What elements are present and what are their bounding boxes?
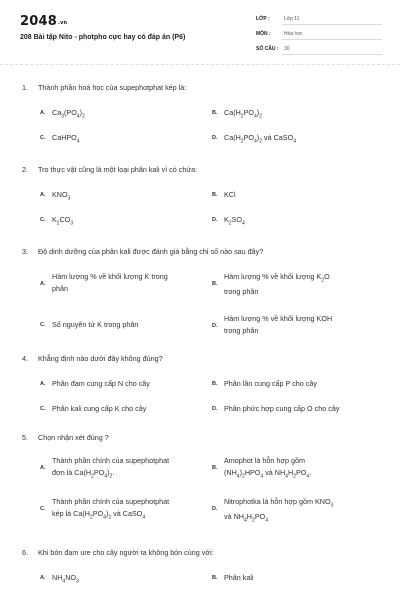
option-text: $Ca_3(PO_4)_2$ bbox=[52, 108, 85, 120]
question-text: Độ dinh dưỡng của phân kali được đánh giá bằng chỉ số nào sau đây? bbox=[38, 247, 264, 256]
question-number: 4. bbox=[22, 354, 28, 363]
option-text: $K_2SO_4$ bbox=[224, 215, 245, 227]
option-letter: C. bbox=[40, 217, 46, 223]
option-text: $Ca(H_2PO_4)_2$ bbox=[224, 108, 263, 120]
meta-label: SỐ CÂU : bbox=[256, 46, 279, 52]
option-text: $K_2CO_3$ bbox=[52, 215, 74, 227]
question-number: 1. bbox=[22, 83, 28, 92]
option-letter: A. bbox=[40, 110, 46, 116]
meta-row-subject bbox=[256, 31, 382, 43]
question-stem bbox=[22, 247, 263, 256]
meta-underline bbox=[282, 54, 382, 55]
option-letter: A. bbox=[40, 465, 46, 471]
logo-suffix: .vn bbox=[57, 20, 68, 26]
option-text: Số nguyên tử K trong phân bbox=[52, 320, 139, 329]
question-stem bbox=[22, 165, 197, 174]
option-letter: C. bbox=[40, 506, 46, 512]
option-letter: A. bbox=[40, 575, 46, 581]
question-3 bbox=[0, 247, 400, 339]
question-stem bbox=[22, 548, 214, 557]
option-letter: B. bbox=[212, 110, 218, 116]
option-text: Phân phức hợp cung cấp O cho cây bbox=[224, 404, 340, 413]
option-letter: B. bbox=[212, 192, 218, 198]
option-text: KCl bbox=[224, 190, 236, 199]
document-header bbox=[0, 0, 400, 72]
question-2 bbox=[0, 165, 400, 235]
question-number: 6. bbox=[22, 548, 28, 557]
option-text: Hàm lượng % về khối lượng KOH trong phân bbox=[224, 314, 333, 335]
option-letter: D. bbox=[212, 406, 218, 412]
question-1 bbox=[0, 83, 400, 153]
option-letter: A. bbox=[40, 281, 46, 287]
meta-value: Hóa học bbox=[284, 31, 303, 37]
meta-value: Lớp 11 bbox=[284, 16, 300, 22]
option-letter: B. bbox=[212, 575, 218, 581]
option-text: Hàm lượng % về khối lượng $K_2O$ trong phân bbox=[224, 272, 330, 297]
option-text: Phân kali bbox=[224, 573, 254, 582]
logo-text: 2048 bbox=[20, 14, 57, 29]
meta-label: LỚP : bbox=[256, 16, 270, 22]
option-letter: A. bbox=[40, 192, 46, 198]
option-letter: D. bbox=[212, 323, 218, 329]
question-number: 2. bbox=[22, 165, 28, 174]
option-text: Phân đạm cung cấp N cho cây bbox=[52, 379, 150, 388]
meta-value: 30 bbox=[284, 46, 290, 52]
site-logo[interactable] bbox=[20, 14, 67, 29]
meta-underline bbox=[282, 24, 382, 25]
question-text: Tro thực vật cũng là một loại phân kali vì có chứa: bbox=[38, 165, 198, 174]
option-letter: C. bbox=[40, 322, 46, 328]
meta-row-class bbox=[256, 16, 382, 28]
option-text: $NH_4NO_3$ bbox=[52, 573, 79, 585]
document-title: 208 Bài tập Nito - photpho cực hay có đáp án (P6) bbox=[20, 34, 186, 41]
question-stem bbox=[22, 83, 186, 92]
question-stem bbox=[22, 433, 109, 442]
question-number: 3. bbox=[22, 247, 28, 256]
header-divider bbox=[0, 64, 400, 65]
option-text: Amophot là hỗn hợp gồm $(NH_4)_2HPO_4$ và $NH_4H_2PO_4$. bbox=[224, 456, 312, 480]
question-5 bbox=[0, 433, 400, 533]
option-letter: D. bbox=[212, 506, 218, 512]
option-letter: B. bbox=[212, 381, 218, 387]
question-4 bbox=[0, 354, 400, 420]
question-text: Thành phần hoá học của supephotphat kép là: bbox=[38, 83, 187, 92]
meta-label: MÔN : bbox=[256, 31, 271, 37]
option-letter: A. bbox=[40, 381, 46, 387]
option-text: Nitrophotka là hỗn hợp gồm $KNO_3$ và $NH_4H_2PO_4$ bbox=[224, 497, 334, 524]
option-letter: C. bbox=[40, 406, 46, 412]
option-text: Thành phần chính của supephotphat đơn là $Ca(H_2PO_4)_2$. bbox=[52, 456, 170, 480]
option-letter: B. bbox=[212, 281, 218, 287]
option-text: CaHPO$_4$ bbox=[52, 133, 80, 145]
option-text: $Ca(H_2PO_4)_2$ và CaSO$_4$ bbox=[224, 133, 296, 145]
option-text: Phân lân cung cấp P cho cây bbox=[224, 379, 317, 388]
question-text: Khi bón đạm ure cho cây người ta không bón cùng với: bbox=[38, 548, 214, 557]
option-letter: B. bbox=[212, 465, 218, 471]
question-stem bbox=[22, 354, 163, 363]
meta-underline bbox=[282, 39, 382, 40]
option-text: Thành phần chính của supephotphat kép là $Ca(H_2PO_4)_2$ và CaSO$_4$ bbox=[52, 497, 170, 521]
question-number: 5. bbox=[22, 433, 28, 442]
option-text: Hàm lượng % về khối lượng K trong phân bbox=[52, 272, 168, 293]
question-6 bbox=[0, 548, 400, 588]
option-letter: D. bbox=[212, 135, 218, 141]
option-text: $KNO_3$ bbox=[52, 190, 71, 202]
option-letter: D. bbox=[212, 217, 218, 223]
question-text: Chọn nhận xét đúng ? bbox=[38, 433, 109, 442]
option-text: Phân kali cung cấp K cho cây bbox=[52, 404, 147, 413]
meta-row-count bbox=[256, 46, 382, 58]
option-letter: C. bbox=[40, 135, 46, 141]
question-text: Khẳng định nào dưới đây không đúng? bbox=[38, 354, 163, 363]
